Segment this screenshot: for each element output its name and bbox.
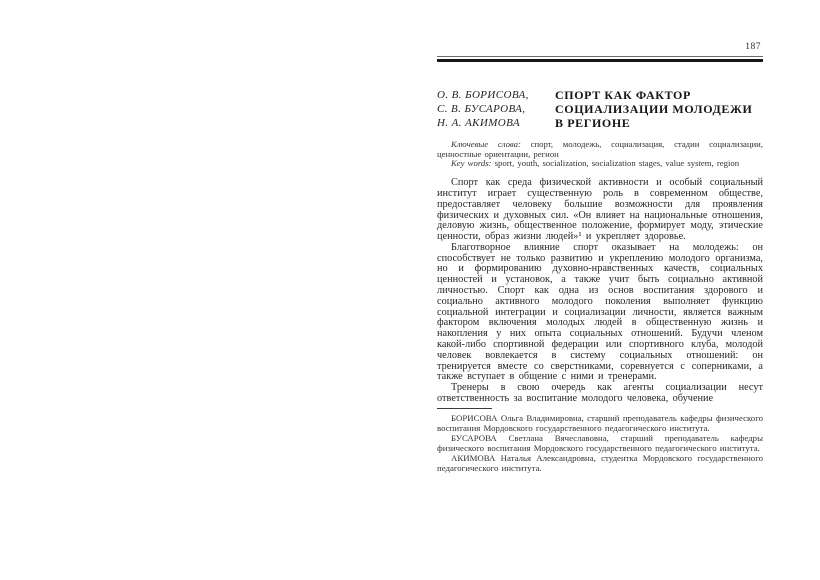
byline-row [437, 88, 763, 130]
keywords-russian-label: Ключевые слова: [451, 139, 521, 149]
article-body [437, 178, 763, 405]
title-line: В РЕГИОНЕ [555, 116, 631, 130]
header-rule-thin [437, 56, 763, 57]
authors-block [437, 88, 555, 130]
page-number: 187 [745, 42, 761, 52]
footnote-separator-rule [437, 408, 492, 409]
keywords-russian [437, 140, 763, 159]
header-rule-thick [437, 59, 763, 62]
keywords-english-label: Key words: [451, 158, 492, 169]
footnote-author-bio: БОРИСОВА Ольга Владимировна, старший преподаватель кафедры физического воспитания Мордовского государственного педагогического института. [437, 412, 763, 433]
author-line: О. В. БОРИСОВА, [437, 89, 529, 101]
footnotes-block [437, 413, 763, 473]
author-line: С. В. БУСАРОВА, [437, 103, 526, 115]
author-line: Н. А. АКИМОВА [437, 117, 520, 129]
keywords-russian-text: спорт, молодежь, социализация, стадии социализации, ценностные ориентации, регион [437, 139, 763, 159]
footnote-author-bio: БУСАРОВА Светлана Вячеславовна, старший преподаватель кафедры физического воспитания Мордовского государственного педагогического института. [437, 432, 763, 453]
text-column [437, 42, 763, 473]
article-title [555, 88, 763, 130]
title-line: СОЦИАЛИЗАЦИИ МОЛОДЕЖИ [555, 102, 753, 116]
footnote-author-bio: АКИМОВА Наталья Александровна, студентка Мордовского государственного педагогического института. [437, 452, 763, 473]
keywords-english-text: sport, youth, socialization, socialization stages, value system, region [491, 158, 740, 169]
title-line: СПОРТ КАК ФАКТОР [555, 88, 691, 102]
body-paragraph: Спорт как среда физической активности и особый социальный институт играет существенную роль в современном обществе, предоставляет человеку большие возможности для проявления физических и духовных сил. «Он влияет на национальные отношения, деловую жизнь, общественное положение, формирует моду, этические ценности, образ жизни людей»¹ и укрепляет здоровье. [437, 177, 763, 243]
body-paragraph: Тренеры в свою очередь как агенты социализации несут ответственность за воспитание молодого человека, обучение [437, 382, 763, 405]
keywords-english [437, 159, 763, 169]
body-paragraph: Благотворное влияние спорт оказывает на молодежь: он способствует не только развитию и укреплению молодого организма, но и формированию духовно-нравственных качеств, социальных ценностей и установок, а также учит быть социально активной личностью. Спорт как одна из основ воспитания здорового и социально активного молодого поколения выполняет функцию социальной интеграции и социализации личности, является важным фактором включения молодых людей в общественную жизнь и накопления у них опыта социальных отношений. Будучи членом какой-либо спортивной федерации или спортивного клуба, молодой человек вовлекается в систему социальных отношений: он тренируется вместе со сверстниками, соревнуется с соперниками, а также вступает в общение с ними и тренерами. [437, 241, 763, 383]
